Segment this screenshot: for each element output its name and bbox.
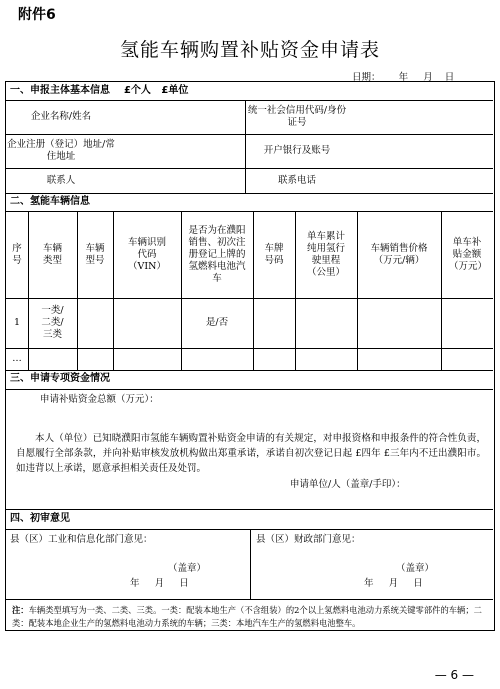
label-text: 联系人	[46, 174, 76, 186]
option-unit[interactable]: £单位	[161, 85, 189, 96]
col-header-puyang-registered: 是否为在濮阳销售、初次注册登记上牌的氢燃料电池汽车	[188, 224, 246, 284]
attachment-label: 附件6	[18, 7, 56, 23]
industry-dept-stamp: （盖章）	[168, 563, 207, 574]
row1-index: 1	[13, 317, 21, 328]
col-header-index: 序号	[12, 242, 22, 266]
application-form	[5, 81, 495, 631]
label-text: 联系电话	[277, 174, 316, 186]
contact-field[interactable]	[116, 169, 244, 192]
industry-dept-date: 年 月 日	[130, 578, 189, 589]
company-name-field[interactable]	[116, 101, 244, 133]
note-text: 车辆类型填写为一类、二类、三类。一类：配装本地生产（不含组装）的2个以上氢燃料电池动力系统关键零部件的车辆；二类：配装本地企业生产的氢燃料电池动力系统的车辆；三类：本地汽车生产的氢燃料电池整车。	[12, 605, 482, 628]
bank-label	[247, 134, 347, 168]
company-name-label	[6, 100, 116, 134]
date-line: 日期： 年 月 日	[352, 72, 455, 83]
credit-code-field[interactable]	[351, 101, 491, 133]
section1-title: 一、申报主体基本信息	[10, 85, 110, 96]
option-personal[interactable]: £个人	[123, 85, 151, 96]
rule-s3-head-top	[6, 370, 493, 371]
finance-dept-label: 县（区）财政部门意见：	[256, 534, 361, 545]
row1-plate[interactable]	[253, 298, 295, 348]
rule-s4-head-top	[6, 509, 493, 510]
address-field[interactable]	[116, 135, 244, 167]
finance-dept-date: 年 月 日	[364, 578, 423, 589]
page-number: — 6 —	[434, 668, 474, 682]
row1-price[interactable]	[357, 298, 441, 348]
row1-vehicle-model[interactable]	[77, 298, 113, 348]
row-ellipsis: …	[12, 353, 22, 364]
section4-heading: 四、初审意见	[10, 513, 70, 524]
subsidy-total-label: 申请补贴资金总额（万元）：	[40, 394, 159, 405]
label-text: 企业名称/姓名	[30, 111, 92, 122]
rule-s3-body-top	[6, 389, 493, 390]
col-header-sale-price: 车辆销售价格（万元/辆）	[370, 242, 428, 266]
address-label	[6, 134, 116, 168]
row1-vehicle-type[interactable]: 一类/二类/三类	[41, 305, 64, 340]
label-text: 开户银行及账号	[263, 145, 331, 156]
col-header-vehicle-model: 车辆型号	[85, 242, 105, 266]
industry-dept-label: 县（区）工业和信息化部门意见：	[10, 534, 153, 545]
bank-field[interactable]	[351, 135, 491, 167]
row1-mileage[interactable]	[295, 298, 357, 348]
phone-label	[247, 168, 347, 193]
rule-s2-head-top	[6, 193, 493, 194]
commitment-text: 本人（单位）已知晓濮阳市氢能车辆购置补贴资金申请的有关规定，对申报资格和申报条件的符合性负责，自愿履行全部条款，并向补贴审核发放机构做出郑重承诺，承诺自初次登记日起 £四年 £三年内不迁出濮阳市。如违背以上承诺，愿意承担相关责任及处罚。	[16, 433, 486, 474]
col-header-hydrogen-mileage: 单车累计纯用氢行驶里程（公里）	[306, 230, 345, 278]
row1-vin[interactable]	[113, 298, 181, 348]
label-text: 企业注册（登记）地址/常住地址	[7, 139, 115, 162]
finance-dept-stamp: （盖章）	[396, 563, 435, 574]
rule-note-top	[6, 599, 493, 600]
contact-label	[6, 168, 116, 193]
rule-s2-row1-bottom	[6, 348, 493, 349]
col-header-vehicle-type: 车辆类型	[42, 242, 62, 266]
form-title: 氢能车辆购置补贴资金申请表	[119, 39, 380, 61]
rule-s4-divider	[250, 529, 251, 599]
credit-code-label	[247, 100, 347, 134]
section3-heading: 三、申请专项资金情况	[10, 373, 110, 384]
row1-subsidy[interactable]	[441, 298, 493, 348]
col-header-plate-number: 车牌号码	[264, 242, 284, 266]
col-header-subsidy-amount: 单车补贴金额（万元）	[449, 236, 488, 272]
footnote	[12, 604, 490, 629]
label-text: 统一社会信用代码/身份证号	[247, 105, 347, 128]
signature-label: 申请单位/人（盖章/手印）：	[290, 479, 406, 490]
section1-heading	[10, 85, 188, 97]
section2-heading: 二、氢能车辆信息	[10, 196, 90, 207]
phone-field[interactable]	[351, 169, 491, 192]
note-prefix: 注：	[12, 605, 29, 615]
col-header-vin: 车辆识别代码（VIN）	[127, 236, 166, 272]
rule-s1-divider	[245, 100, 246, 193]
row1-yes-no[interactable]: 是/否	[205, 317, 229, 328]
